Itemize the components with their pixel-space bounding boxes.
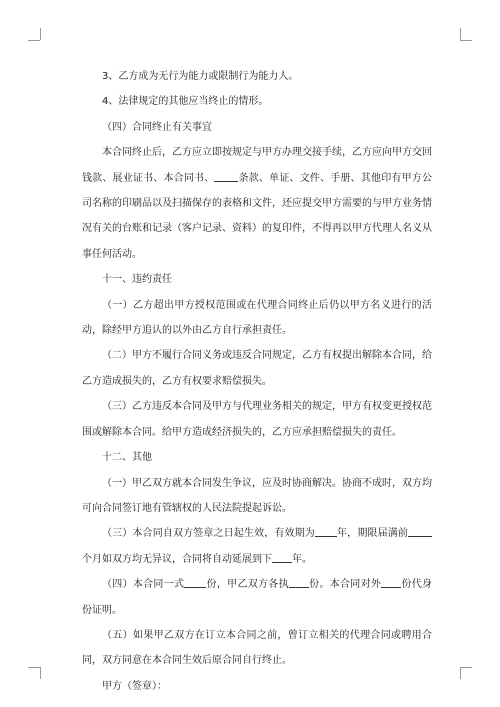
blank-line: [408, 526, 432, 537]
paragraph: [82, 521, 432, 572]
paragraph-text: 年。: [292, 553, 312, 565]
paragraph: 3、乙方成为无行为能力或限制行为能力人。: [102, 71, 299, 82]
paragraph-text: （四）本合同一式: [102, 579, 185, 591]
paragraph: （二）甲方不履行合同义务或违反合同规定，乙方有权提出解除本合同，给乙方造成损失的，乙方有权要求赔偿损失。: [82, 350, 432, 387]
paragraph: [82, 140, 432, 267]
signature-line: 甲方（签章）：: [102, 680, 167, 692]
section-heading: 十二、其他: [102, 452, 152, 464]
paragraph: （三）乙方违反本合同及甲方与代理业务相关的规定，甲方有权变更授权范围或解除本合同。给甲方造成经济损失的，乙方应承担赔偿损失的责任。: [82, 401, 432, 438]
paragraph: （一）乙方超出甲方授权范围或在代理合同终止后仍以甲方名义进行的活动，除经甲方追认的以外由乙方自行承担责任。: [82, 299, 432, 337]
paragraph-text: 本合同终止后，乙方应立即按规定与甲方办理交接手续，乙方应向甲方交回钱款、展业证书、本合同书、: [82, 147, 432, 184]
blank-line: [214, 171, 238, 182]
paragraph: [82, 572, 432, 623]
paragraph: （五）如果甲乙双方在订立本合同之前，曾订立相关的代理合同或聘用合同，双方同意在本合同生效后原合同自行终止。: [82, 629, 432, 667]
paragraph: （一）甲乙双方就本合同发生争议，应及时协商解决。协商不成时，双方均可向合同签订地有管辖权的人民法院提起诉讼。: [82, 477, 432, 514]
paragraph-text: 个月如双方均无异议，合同将自动延展到下: [82, 553, 272, 565]
blank-line: [289, 577, 309, 588]
paragraph-text: 条款、单证、文件、手册、其他印有甲方公司名称的印刷品以及扫描保存的表格和文件，还应提交甲方需要的与甲方业务情况有关的台账和记录（客户记录、资料）的复印件，不得再以甲方代理人名义从事任何活动。: [82, 172, 432, 260]
paragraph-text: （三）本合同自双方签章之日起生效，有效期为: [102, 528, 315, 540]
paragraph: 4、法律规定的其他应当终止的情形。: [102, 96, 269, 108]
blank-line: [184, 577, 206, 588]
section-heading: （四）合同终止有关事宜: [102, 121, 212, 133]
blank-line: [315, 526, 337, 537]
paragraph-text: 份。本合同对外: [308, 579, 382, 591]
paragraph-text: 份，甲乙双方各执: [206, 579, 289, 591]
paragraph-text: 份代身份证明。: [82, 579, 433, 616]
blank-line: [272, 552, 292, 563]
paragraph-text: 年，期限届满前: [336, 528, 409, 540]
blank-line: [381, 577, 401, 588]
section-heading: 十一、违约责任: [102, 274, 172, 286]
document-body: [82, 64, 432, 699]
